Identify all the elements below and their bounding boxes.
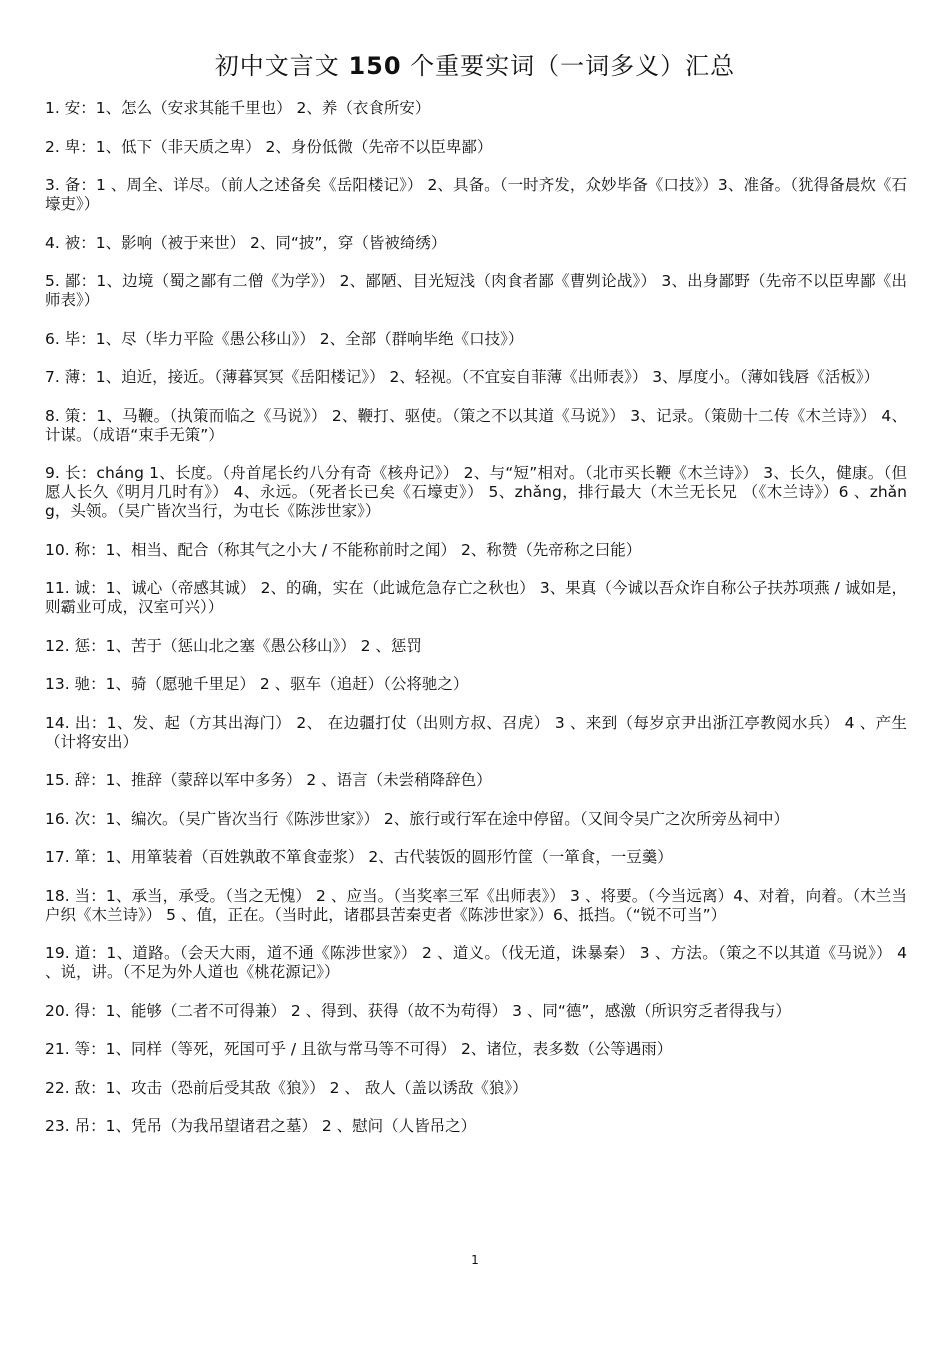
word-entry-18: 18. 当：1、承当，承受。（当之无愧） 2 、应当。（当奖率三军《出师表》） 3 、将要。（今当远离）4、对着，向着。（木兰当户织《木兰诗》） 5 、值，正在。（当时此，诸郡县苦秦吏者《陈涉世家》）6、抵挡。（“锐不可当”） xyxy=(45,886,907,924)
word-entry-2: 2. 卑：1、低下（非天质之卑） 2、身份低微（先帝不以臣卑鄙） xyxy=(45,137,493,156)
word-entry-list xyxy=(45,99,907,1156)
word-entry-14: 14. 出：1、发、起（方其出海门） 2、 在边疆打仗（出则方叔、召虎） 3 、来到（每岁京尹出浙江亭教阅水兵） 4 、产生（计将安出） xyxy=(45,713,907,751)
word-entry-15: 15. 辞：1、推辞（蒙辞以军中多务） 2 、语言（未尝稍降辞色） xyxy=(45,771,492,789)
word-entry-3: 3. 备：1 、周全、详尽。（前人之述备矣《岳阳楼记》） 2、具备。（一时齐发，众妙毕备《口技》）3、准备。（犹得备晨炊《石壕吏》） xyxy=(45,176,907,213)
word-entry-16: 16. 次：1、编次。（吴广皆次当行《陈涉世家》） 2、旅行或行军在途中停留。（又间令吴广之次所旁丛祠中） xyxy=(45,809,789,828)
word-entry-10: 10. 称：1、相当、配合（称其气之小大 / 不能称前时之闻） 2、称赞（先帝称之曰能） xyxy=(45,540,642,559)
title-suffix: 个重要实词（一词多义）汇总 xyxy=(401,52,736,80)
page-title xyxy=(0,50,950,82)
word-entry-22: 22. 敌：1、攻击（恐前后受其敌《狼》） 2 、 敌人（盖以诱敌《狼》） xyxy=(45,1078,528,1097)
word-entry-1: 1. 安：1、怎么（安求其能千里也） 2、养（衣食所安） xyxy=(45,99,431,117)
word-entry-13: 13. 驰：1、骑（愿驰千里足） 2 、驱车（追赶）（公将驰之） xyxy=(45,675,469,693)
word-entry-4: 4. 被：1、影响（被于来世） 2、同“披”，穿（皆被绮绣） xyxy=(45,233,447,252)
word-entry-7: 7. 薄：1、迫近，接近。（薄暮冥冥《岳阳楼记》） 2、轻视。（不宜妄自菲薄《出师表》） 3、厚度小。（薄如钱唇《活板》） xyxy=(45,368,880,386)
word-entry-12: 12. 惩：1、苦于（惩山北之塞《愚公移山》） 2 、惩罚 xyxy=(45,636,422,655)
word-entry-5: 5. 鄙：1、边境（蜀之鄙有二僧《为学》） 2、鄙陋、目光短浅（肉食者鄙《曹刿论战》） 3、出身鄙野（先帝不以臣卑鄙《出师表》） xyxy=(45,272,907,309)
word-entry-8: 8. 策：1、马鞭。（执策而临之《马说》） 2、鞭打、驱使。（策之不以其道《马说》） 3、记录。（策勋十二传《木兰诗》） 4、计谋。（成语“束手无策”） xyxy=(45,406,907,444)
word-entry-6: 6. 毕：1、尽（毕力平险《愚公移山》） 2、全部（群响毕绝《口技》） xyxy=(45,329,524,348)
page-number: 1 xyxy=(471,1253,479,1267)
word-entry-17: 17. 箪：1、用箪装着（百姓孰敢不箪食壶浆） 2、古代装饭的圆形竹筐（一箪食，一豆羹） xyxy=(45,848,673,866)
title-number: 150 xyxy=(348,52,402,80)
word-entry-20: 20. 得：1、能够（二者不可得兼） 2 、得到、获得（故不为苟得） 3 、同“德”，感激（所识穷乏者得我与） xyxy=(45,1001,791,1020)
word-entry-21: 21. 等：1、同样（等死，死国可乎 / 且欲与常马等不可得） 2、诸位，表多数（公等遇雨） xyxy=(45,1040,673,1058)
word-entry-23: 23. 吊：1、凭吊（为我吊望诸君之墓） 2 、慰问（人皆吊之） xyxy=(45,1117,477,1135)
word-entry-9: 9. 长：cháng 1、长度。（舟首尾长约八分有奇《核舟记》） 2、与“短”相对。（北市买长鞭《木兰诗》） 3、长久，健康。（但愿人长久《明月几时有》） 4、永远。（死者长已矣《石壕吏》） 5、zhǎng，排行最大（木兰无长兄 （《木兰诗》）6 、zhǎng，头领。（吴广皆次当行，为屯长《陈涉世家》） xyxy=(45,464,907,520)
word-entry-19: 19. 道：1、道路。（会天大雨，道不通《陈涉世家》） 2 、道义。（伐无道，诛暴秦） 3 、方法。（策之不以其道《马说》） 4 、说，讲。（不足为外人道也《桃花源记》） xyxy=(45,944,907,981)
word-entry-11: 11. 诚：1、诚心（帝感其诚） 2、的确，实在（此诚危急存亡之秋也） 3、果真（今诚以吾众诈自称公子扶苏项燕 / 诚如是，则霸业可成，汉室可兴）） xyxy=(45,579,907,616)
title-prefix: 初中文言文 xyxy=(214,52,349,80)
